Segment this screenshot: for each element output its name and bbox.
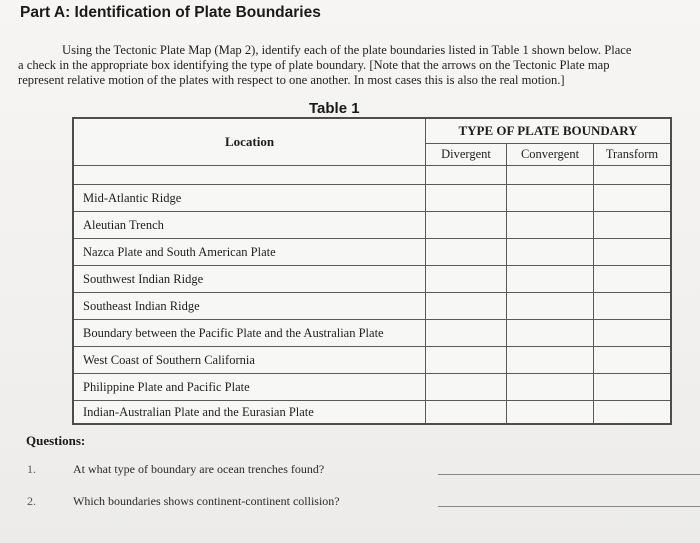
location-cell: West Coast of Southern California	[73, 347, 426, 374]
table-row	[73, 320, 671, 347]
question-number: 1.	[27, 462, 36, 476]
convergent-check-cell[interactable]	[507, 401, 594, 425]
question-text: At what type of boundary are ocean trenches found?	[73, 462, 325, 476]
instructions-line-2: a check in the appropriate box identifying the type of plate boundary. [Note that the arrows on the Tectonic Plate map	[18, 58, 610, 72]
convergent-check-cell[interactable]	[507, 320, 594, 347]
divergent-check-cell[interactable]	[426, 185, 507, 212]
divergent-check-cell[interactable]	[426, 374, 507, 401]
plate-boundary-table	[72, 117, 672, 425]
location-cell: Mid-Atlantic Ridge	[73, 185, 426, 212]
table-row	[73, 347, 671, 374]
transform-check-cell[interactable]	[594, 320, 672, 347]
spacer-cell	[426, 166, 507, 185]
questions-heading: Questions:	[26, 433, 86, 448]
convergent-column-header: Convergent	[507, 144, 594, 166]
convergent-check-cell[interactable]	[507, 347, 594, 374]
transform-check-cell[interactable]	[594, 239, 672, 266]
spacer-cell	[507, 166, 594, 185]
convergent-check-cell[interactable]	[507, 374, 594, 401]
section-title: Part A: Identification of Plate Boundaries	[20, 4, 321, 21]
location-cell: Indian-Australian Plate and the Eurasian Plate	[73, 401, 426, 425]
table-row	[73, 401, 671, 425]
spacer-cell	[73, 166, 426, 185]
divergent-check-cell[interactable]	[426, 212, 507, 239]
divergent-check-cell[interactable]	[426, 293, 507, 320]
question-text: Which boundaries shows continent-continent collision?	[73, 494, 340, 508]
divergent-check-cell[interactable]	[426, 239, 507, 266]
transform-check-cell[interactable]	[594, 347, 672, 374]
divergent-check-cell[interactable]	[426, 320, 507, 347]
transform-check-cell[interactable]	[594, 374, 672, 401]
table-row	[73, 212, 671, 239]
convergent-check-cell[interactable]	[507, 212, 594, 239]
spacer-cell	[594, 166, 672, 185]
transform-column-header: Transform	[594, 144, 672, 166]
convergent-check-cell[interactable]	[507, 293, 594, 320]
location-column-header: Location	[73, 118, 426, 166]
table-row	[73, 185, 671, 212]
answer-line[interactable]	[438, 474, 700, 475]
divergent-check-cell[interactable]	[426, 347, 507, 374]
location-cell: Aleutian Trench	[73, 212, 426, 239]
table-row	[73, 266, 671, 293]
question-number: 2.	[27, 494, 36, 508]
instructions-line-3: represent relative motion of the plates with respect to one another. In most cases this is also the real motion.]	[18, 73, 565, 87]
table-spacer-row	[73, 166, 671, 185]
table-header-row	[73, 118, 671, 144]
location-cell: Boundary between the Pacific Plate and the Australian Plate	[73, 320, 426, 347]
transform-check-cell[interactable]	[594, 293, 672, 320]
location-cell: Southwest Indian Ridge	[73, 266, 426, 293]
transform-check-cell[interactable]	[594, 266, 672, 293]
location-cell: Philippine Plate and Pacific Plate	[73, 374, 426, 401]
table-caption: Table 1	[309, 100, 360, 117]
convergent-check-cell[interactable]	[507, 185, 594, 212]
divergent-check-cell[interactable]	[426, 266, 507, 293]
location-cell: Southeast Indian Ridge	[73, 293, 426, 320]
convergent-check-cell[interactable]	[507, 239, 594, 266]
instructions-paragraph	[18, 43, 700, 88]
boundary-type-header: TYPE OF PLATE BOUNDARY	[426, 118, 672, 144]
convergent-check-cell[interactable]	[507, 266, 594, 293]
divergent-check-cell[interactable]	[426, 401, 507, 425]
table-row	[73, 374, 671, 401]
transform-check-cell[interactable]	[594, 212, 672, 239]
transform-check-cell[interactable]	[594, 401, 672, 425]
table-row	[73, 239, 671, 266]
instructions-line-1: Using the Tectonic Plate Map (Map 2), identify each of the plate boundaries listed in Table 1 shown below. Place	[62, 43, 632, 57]
table-row	[73, 293, 671, 320]
location-cell: Nazca Plate and South American Plate	[73, 239, 426, 266]
answer-line[interactable]	[438, 506, 700, 507]
transform-check-cell[interactable]	[594, 185, 672, 212]
divergent-column-header: Divergent	[426, 144, 507, 166]
